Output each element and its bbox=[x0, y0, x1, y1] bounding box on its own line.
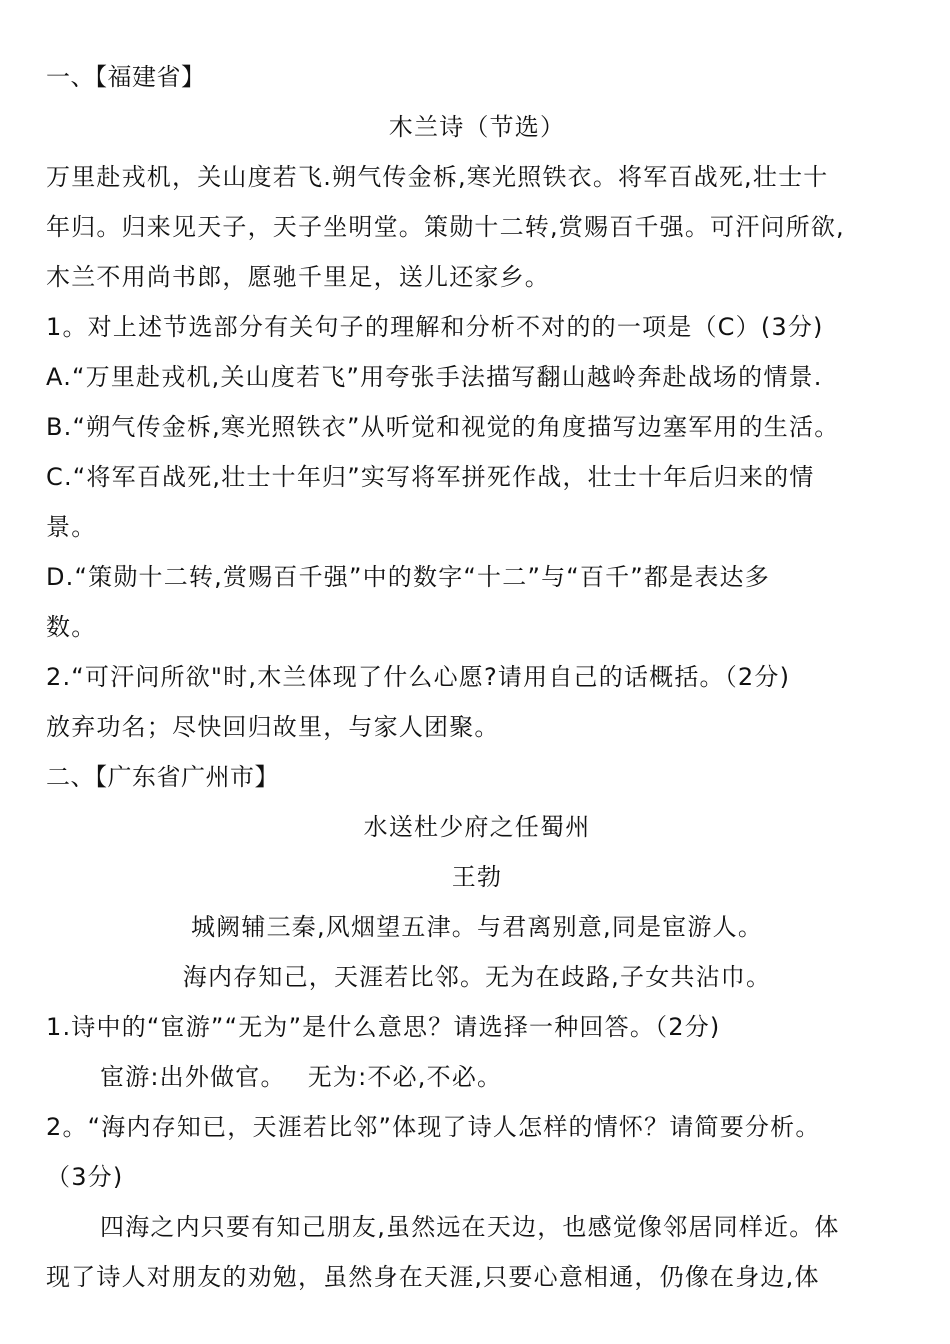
answer-2: 四海之内只要有知己朋友,虽然远在天边，也感觉像邻居同样近。体 bbox=[100, 1213, 840, 1241]
poem-title-du: 水送杜少府之任蜀州 bbox=[363, 813, 591, 841]
passage-line: 木兰不用尚书郎，愿驰千里足，送儿还家乡。 bbox=[46, 263, 550, 291]
poem-line: 城阙辅三秦,风烟望五津。与君离别意,同是宦游人。 bbox=[190, 913, 764, 941]
answer-1: 宦游:出外做官。 无为:不必,不必。 bbox=[100, 1063, 503, 1091]
option-d: D.“策勋十二转,赏赐百千强”中的数字“十二”与“百千”都是表达多 bbox=[46, 563, 770, 591]
question-1: 1.诗中的“宦游”“无为”是什么意思？请选择一种回答。（2分) bbox=[46, 1013, 721, 1041]
question-2-points: （3分) bbox=[46, 1163, 124, 1191]
section-header-fujian: 一、【福建省】 bbox=[46, 63, 206, 91]
answer-2-continued: 现了诗人对朋友的劝勉，虽然身在天涯,只要心意相通，仍像在身边,体 bbox=[46, 1263, 820, 1291]
question-2: 2。“海内存知已，天涯若比邻”体现了诗人怎样的情怀？请简要分析。 bbox=[46, 1113, 821, 1141]
passage-line: 万里赴戎机，关山度若飞.朔气传金柝,寒光照铁衣。将军百战死,壮士十 bbox=[46, 163, 829, 191]
section-header-guangzhou: 二、【广东省广州市】 bbox=[46, 763, 279, 791]
option-c: C.“将军百战死,壮士十年归”实写将军拼死作战，壮士十年后归来的情 bbox=[46, 463, 815, 491]
option-d-continued: 数。 bbox=[46, 613, 97, 641]
option-a: A.“万里赴戎机,关山度若飞”用夸张手法描写翻山越岭奔赴战场的情景. bbox=[46, 363, 823, 391]
option-c-continued: 景。 bbox=[46, 513, 97, 541]
answer-2: 放弃功名；尽快回归故里，与家人团聚。 bbox=[46, 713, 500, 741]
option-b: B.“朔气传金柝,寒光照铁衣”从听觉和视觉的角度描写边塞军用的生活。 bbox=[46, 413, 840, 441]
question-2: 2.“可汗问所欲"时,木兰体现了什么心愿?请用自己的话概括。（2分) bbox=[46, 663, 791, 691]
poem-author: 王勃 bbox=[451, 863, 503, 891]
question-1: 1。对上述节选部分有关句子的理解和分析不对的的一项是（C）(3分) bbox=[46, 313, 824, 341]
passage-line: 年归。归来见天子，天子坐明堂。策勋十二转,赏赐百千强。可汗问所欲, bbox=[46, 213, 845, 241]
document-page bbox=[46, 52, 908, 1302]
poem-title-mulan: 木兰诗（节选） bbox=[388, 113, 566, 141]
poem-line: 海内存知己，天涯若比邻。无为在歧路,子女共沾巾。 bbox=[182, 963, 772, 991]
